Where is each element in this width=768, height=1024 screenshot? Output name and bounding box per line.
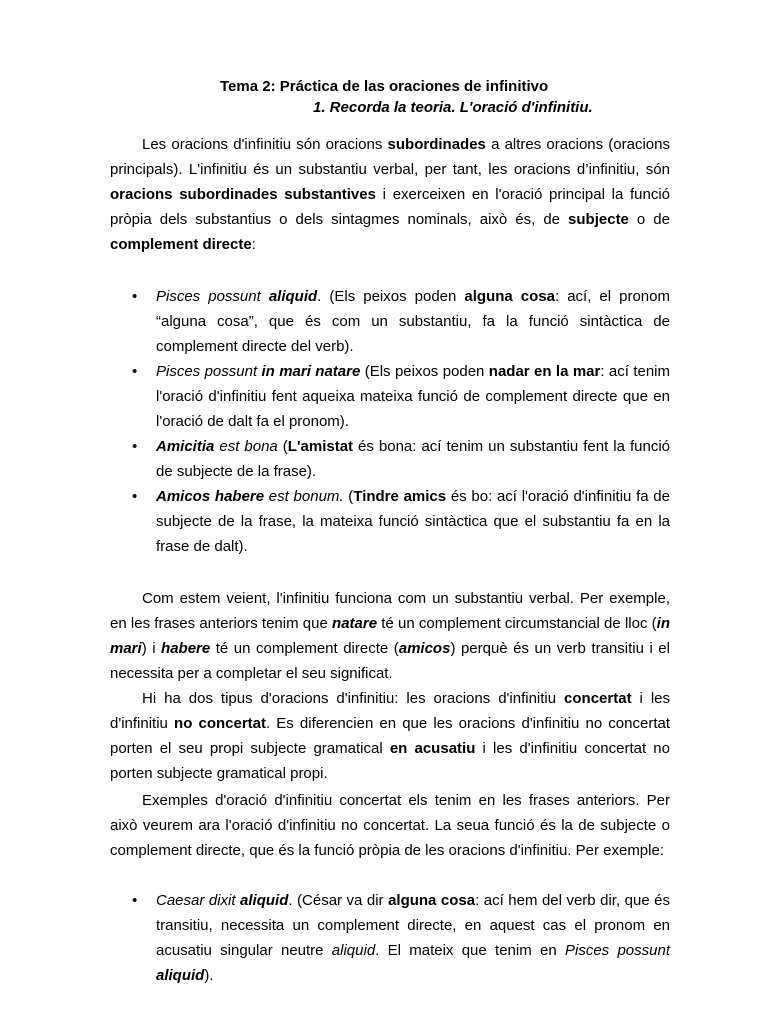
latin-text: est bonum. <box>264 488 344 505</box>
latin-text: Pisces possunt <box>564 942 670 959</box>
list-item <box>110 284 670 359</box>
text-run: Exemples d'oració d'infinitiu concertat els tenim en les frases anteriors. Per això veurem ara l'oració d'infinitiu no concertat. La seua funció és la de subjecte o complement directe, que és la funció pròpia de les oracions d'infinitiu. Per exemple: <box>110 792 670 859</box>
explanation-paragraph <box>110 586 670 686</box>
page-title: Tema 2: Práctica de las oraciones de infinitivo <box>220 78 549 95</box>
bold-term: L'amistat <box>287 438 354 455</box>
text-run: i les d'infinitiu concertat no porten subjecte gramatical propi. <box>110 740 670 782</box>
bullet-icon: • <box>132 892 138 909</box>
text-run: ) perquè és un verb transitiu i el necessita per a completar el seu significat. <box>110 640 670 682</box>
text-run: ). <box>204 967 214 984</box>
bold-term: subjecte <box>568 211 629 228</box>
text-run: (Els peixos poden <box>360 363 489 380</box>
latin-text: aliquid <box>331 942 376 959</box>
bold-term: no concertat <box>174 715 266 732</box>
text-run: Les oracions d'infinitiu són oracions <box>142 136 388 153</box>
text-run: té un complement directe ( <box>210 640 399 657</box>
text-run: a altres oracions (oracions principals). L'infinitiu és un substantiu verbal, per tant, les oracions d’infinitiu, són <box>110 136 670 178</box>
latin-term: in mari natare <box>261 363 361 380</box>
bold-term: nadar en la mar <box>488 363 601 380</box>
text-run: és bona: ací tenim un substantiu fent la funció de subjecte de la frase). <box>156 438 670 480</box>
latin-term: amicos <box>398 640 451 657</box>
list-item <box>110 359 670 434</box>
latin-term: aliquid <box>240 892 289 909</box>
text-run: Hi ha dos tipus d'oracions d'infinitiu: les oracions d'infinitiu <box>142 690 565 707</box>
bold-term: complement directe <box>110 236 252 253</box>
list-item <box>110 484 670 559</box>
text-run: i les d'infinitiu <box>110 690 670 732</box>
text-run: : ací, el pronom “alguna cosa”, que és com un substantiu, fa la funció sintàctica de complement directe del verb). <box>156 288 670 355</box>
examples-list-2 <box>110 888 670 988</box>
text-run: . El mateix que tenim en <box>375 942 565 959</box>
bold-term: en acusatiu <box>389 740 476 757</box>
latin-term: natare <box>332 615 378 632</box>
latin-term: aliquid <box>268 288 318 305</box>
bullet-icon: • <box>132 363 138 380</box>
latin-term: habere <box>161 640 211 657</box>
text-run: : <box>251 236 256 253</box>
bold-term: subordinades <box>387 136 486 153</box>
bold-term: Tindre amics <box>353 488 447 505</box>
text-run: i exerceixen en l'oració principal la funció pròpia dels substantius o dels sintagmes nominals, això és, de <box>110 186 671 228</box>
bold-term: concertat <box>564 690 632 707</box>
bold-term: oracions subordinades substantives <box>110 186 376 203</box>
latin-text: Caesar dixit <box>156 892 241 909</box>
types-paragraph <box>110 686 670 786</box>
bold-term: alguna cosa <box>464 288 555 305</box>
text-run: Com estem veient, l'infinitiu funciona com un substantiu verbal. Per exemple, en les frases anteriors tenim que <box>110 590 670 632</box>
section-heading: 1. Recorda la teoria. L'oració d'infinitiu. <box>313 99 593 116</box>
intro-paragraph <box>110 132 670 257</box>
text-run: ( <box>277 438 288 455</box>
text-run: ( <box>343 488 354 505</box>
text-run: ) i <box>141 640 162 657</box>
bullet-icon: • <box>132 488 138 505</box>
examples-paragraph <box>110 788 670 863</box>
latin-text: est bona <box>214 438 278 455</box>
latin-term: Amicos habere <box>156 488 265 505</box>
latin-text: Pisces possunt <box>156 363 262 380</box>
text-run: és bo: ací l'oració d'infinitiu fa de subjecte de la frase, la mateixa funció sintàctica que el substantiu fa en la frase de dalt). <box>156 488 670 555</box>
latin-term: Amicitia <box>156 438 215 455</box>
text-run: té un complement circumstancial de lloc ( <box>377 615 657 632</box>
bold-term: alguna cosa <box>388 892 476 909</box>
text-run: : ací hem del verb dir, que és transitiu, necessita un complement directe, en aquest cas el pronom en acusatiu singular neutre <box>156 892 671 959</box>
latin-term: aliquid <box>156 967 205 984</box>
bullet-icon: • <box>132 288 138 305</box>
list-item <box>110 434 670 484</box>
bullet-icon: • <box>132 438 138 455</box>
examples-list <box>110 284 670 559</box>
list-item <box>110 888 670 988</box>
text-run: . Es diferencien en que les oracions d'infinitiu no concertat porten el seu propi subjecte gramatical <box>110 715 670 757</box>
text-run: o de <box>628 211 670 228</box>
latin-term: in mari <box>110 615 671 657</box>
text-run: : ací tenim l'oració d'infinitiu fent aqueixa mateixa funció de complement directe que en l'oració de dalt fa el pronom). <box>156 363 670 430</box>
text-run: . (Els peixos poden <box>317 288 465 305</box>
text-run: . (César va dir <box>288 892 389 909</box>
latin-text: Pisces possunt <box>156 288 269 305</box>
